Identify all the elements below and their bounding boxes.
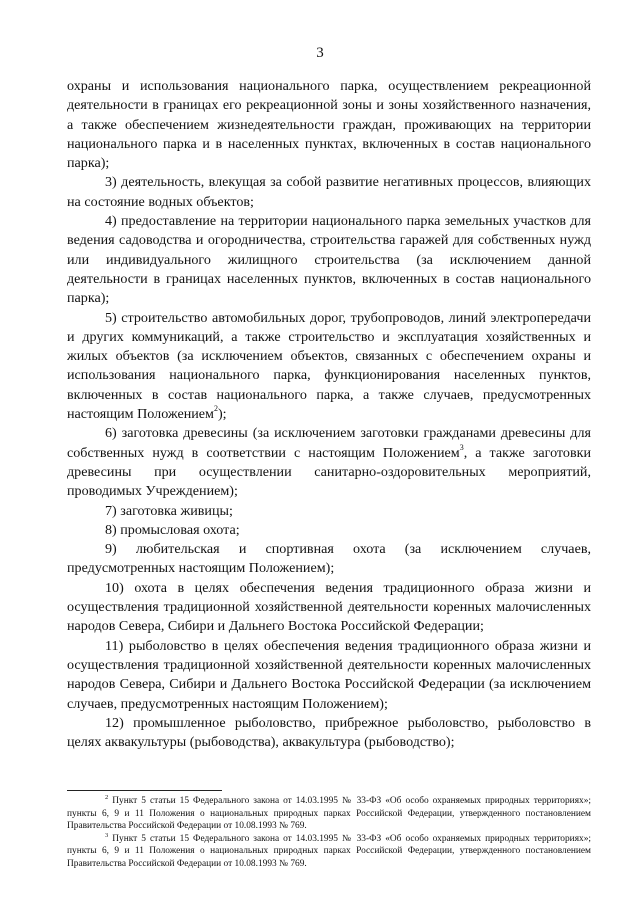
document-body bbox=[67, 77, 591, 752]
paragraph-item-5-tail: ); bbox=[217, 406, 227, 423]
paragraph-item-3: 3) деятельность, влекущая за собой развитие негативных процессов, влияющих на состояние водных объектов; bbox=[67, 174, 591, 210]
footnote-separator bbox=[67, 790, 222, 791]
footnotes bbox=[67, 795, 591, 871]
footnote-2 bbox=[67, 795, 591, 833]
paragraph-item-5 bbox=[67, 309, 591, 425]
paragraph-item-8: 8) промысловая охота; bbox=[105, 521, 240, 538]
footnote-ref-3[interactable]: 3 bbox=[459, 442, 464, 452]
paragraph-item-12: 12) промышленное рыболовство, прибрежное рыболовство, рыболовство в целях аквакультуры (рыбоводства), аквакультура (рыбоводство); bbox=[67, 714, 591, 751]
paragraph-item-6-text: 6) заготовка древесины (за исключением заготовки гражданами древесины для собственных нужд в соответствии с настоящим Положением bbox=[67, 425, 591, 461]
footnote-2-text: Пункт 5 статьи 15 Федерального закона от 14.03.1995 № 33-ФЗ «Об особо охраняемых природных территориях»; пункты 6, 9 и 11 Положения о национальных природных парках Российской Федерации, утвержденного постановлением Правительства Российской Федерации от 10.08.1993 № 769. bbox=[67, 796, 591, 832]
paragraph-item-11: 11) рыболовство в целях обеспечения ведения традиционного образа жизни и осуществления традиционной хозяйственной деятельности коренных малочисленных народов Севера, Сибири и Дальнего Востока Российской Федерации (за исключением случаев, предусмотренных настоящим Положением); bbox=[67, 637, 591, 712]
footnote-3-mark: 3 bbox=[105, 831, 109, 839]
paragraph-item-5-text: 5) строительство автомобильных дорог, трубопроводов, линий электропередачи и других коммуникаций, а также строительство и эксплуатация хозяйственных и жилых объектов (за исключением объектов, связанных с обеспечением охраны и использования национального парка, функционирования населенных пунктов, включенных в состав национального парка, а также случаев, предусмотренных настоящим Положением bbox=[67, 309, 591, 423]
paragraph-item-6 bbox=[67, 424, 591, 501]
paragraph-item-10: 10) охота в целях обеспечения ведения традиционного образа жизни и осуществления традиционной хозяйственной деятельности коренных малочисленных народов Севера, Сибири и Дальнего Востока Российской Федерации; bbox=[67, 579, 591, 635]
paragraph-item-6-tail: , а также заготовки древесины при осуществлении санитарно-оздоровительных мероприятий, проводимых Учреждением); bbox=[67, 444, 591, 500]
footnote-2-mark: 2 bbox=[105, 793, 109, 801]
footnote-ref-2[interactable]: 2 bbox=[213, 404, 218, 414]
page-number: 3 bbox=[316, 45, 324, 61]
paragraph-item-7: 7) заготовка живицы; bbox=[105, 502, 233, 519]
paragraph-continuation: охраны и использования национального парка, осуществлением рекреационной деятельности в границах его рекреационной зоны и зоны хозяйственного назначения, а также обеспечением жизнедеятельности граждан, проживающих на территории национального парка и в населенных пунктах, включенных в состав национального парка); bbox=[67, 78, 591, 172]
paragraph-item-4: 4) предоставление на территории национального парка земельных участков для ведения садоводства и огородничества, строительства гаражей для собственных нужд или индивидуального жилищного строительства (за исключением данной деятельности в границах населенных пунктов, включенных в состав национального парка); bbox=[67, 213, 591, 307]
paragraph-item-9: 9) любительская и спортивная охота (за исключением случаев, предусмотренных настоящим Положением); bbox=[67, 541, 591, 577]
footnote-3-text: Пункт 5 статьи 15 Федерального закона от 14.03.1995 № 33-ФЗ «Об особо охраняемых природных территориях»; пункты 6, 9 и 11 Положения о национальных природных парках Российской Федерации, утвержденного постановлением Правительства Российской Федерации от 10.08.1993 № 769. bbox=[67, 833, 591, 869]
footnote-3 bbox=[67, 833, 591, 871]
